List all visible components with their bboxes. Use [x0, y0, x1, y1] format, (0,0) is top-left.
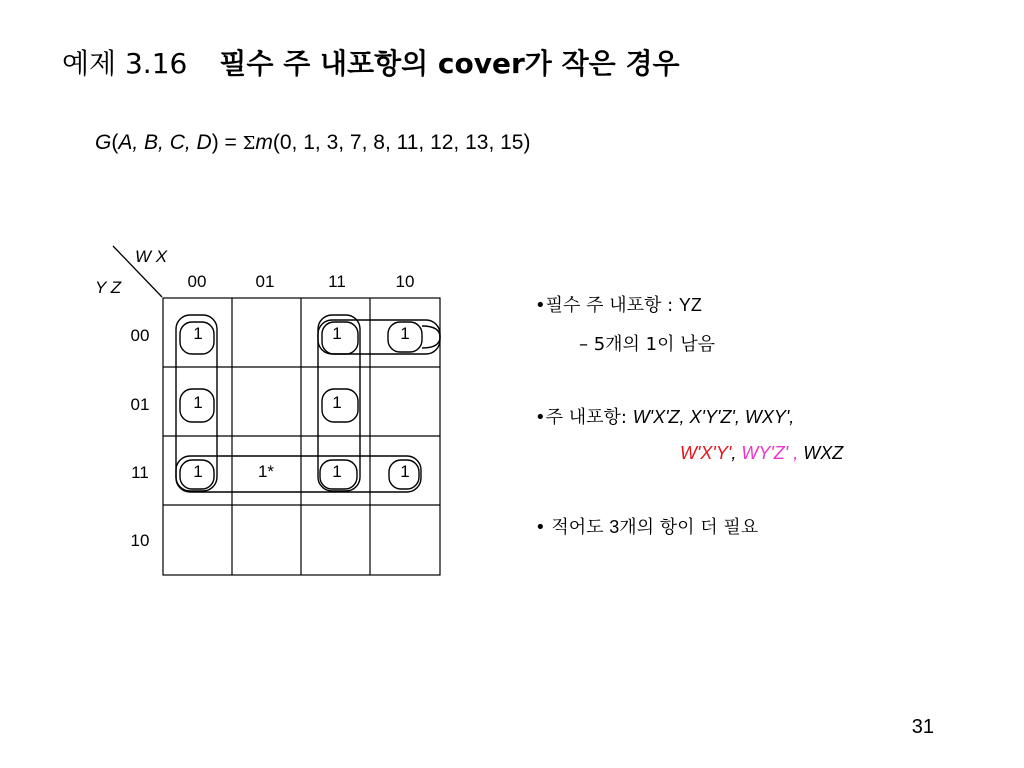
equals-sign: = [218, 131, 243, 154]
cell-r00-c11: 1 [332, 324, 342, 343]
row-header-10: 10 [130, 531, 150, 550]
prime-sep: , [731, 443, 742, 463]
bullet-1: • [535, 295, 546, 316]
bullet-3: • [535, 517, 546, 538]
minterm-list: (0, 1, 3, 7, 8, 11, 12, 13, 15) [272, 131, 531, 154]
prime-line1: W'X'Z, X'Y'Z', WXY', [632, 407, 795, 427]
col-header-10: 10 [395, 272, 415, 291]
minterm-m: m [255, 131, 273, 154]
note-remaining: – 5개의 1이 남음 [579, 334, 716, 355]
atleast-num: 3 [609, 517, 620, 537]
col-header-01: 01 [255, 272, 275, 291]
essential-value: YZ [678, 295, 702, 315]
col-header-00: 00 [187, 272, 207, 291]
cell-r11-c10: 1 [400, 462, 410, 481]
open-paren: ( [111, 131, 119, 154]
note-prime [535, 402, 794, 433]
col-var-label: W X [135, 247, 168, 266]
cell-r11-c11: 1 [332, 462, 342, 481]
prime-label: 주 내포항: [545, 407, 633, 428]
example-number: 예제 3.16 [62, 47, 188, 80]
cell-r11-c01: 1* [257, 462, 275, 481]
row-header-01: 01 [130, 395, 150, 414]
prime-term-red: W'X'Y' [680, 443, 732, 463]
essential-label: 필수 주 내포항 : [545, 295, 679, 316]
col-header-11: 11 [328, 272, 346, 291]
cell-r11-c00: 1 [193, 462, 203, 481]
note-atleast [535, 512, 758, 543]
kmap-grid [163, 298, 440, 575]
row-header-11: 11 [131, 463, 149, 482]
note-prime-line2 [680, 438, 843, 469]
row-header-00: 00 [130, 326, 150, 345]
prime-term-pink: WY'Z' , [741, 443, 799, 463]
bullet-2: • [535, 407, 546, 428]
note-essential [535, 290, 702, 321]
row-var-label: Y Z [95, 278, 122, 297]
atleast-post: 개의 항이 더 필요 [619, 517, 759, 538]
function-name: G [95, 131, 112, 154]
close-paren: ) [211, 131, 219, 154]
page-number: 31 [911, 716, 934, 738]
cell-r00-c10: 1 [400, 324, 410, 343]
title-text: 필수 주 내포항의 cover가 작은 경우 [219, 47, 680, 80]
sigma-symbol: Σ [242, 133, 256, 154]
row-headers [131, 326, 150, 550]
atleast-pre: 적어도 [545, 517, 610, 538]
group-row00-edge-arc [422, 326, 440, 348]
prime-term-last: WXZ [798, 443, 844, 463]
function-vars: A, B, C, D [118, 131, 212, 154]
cell-r00-c00: 1 [193, 324, 203, 343]
cell-r01-c11: 1 [332, 393, 342, 412]
cell-r01-c00: 1 [193, 393, 203, 412]
column-headers [188, 272, 415, 291]
